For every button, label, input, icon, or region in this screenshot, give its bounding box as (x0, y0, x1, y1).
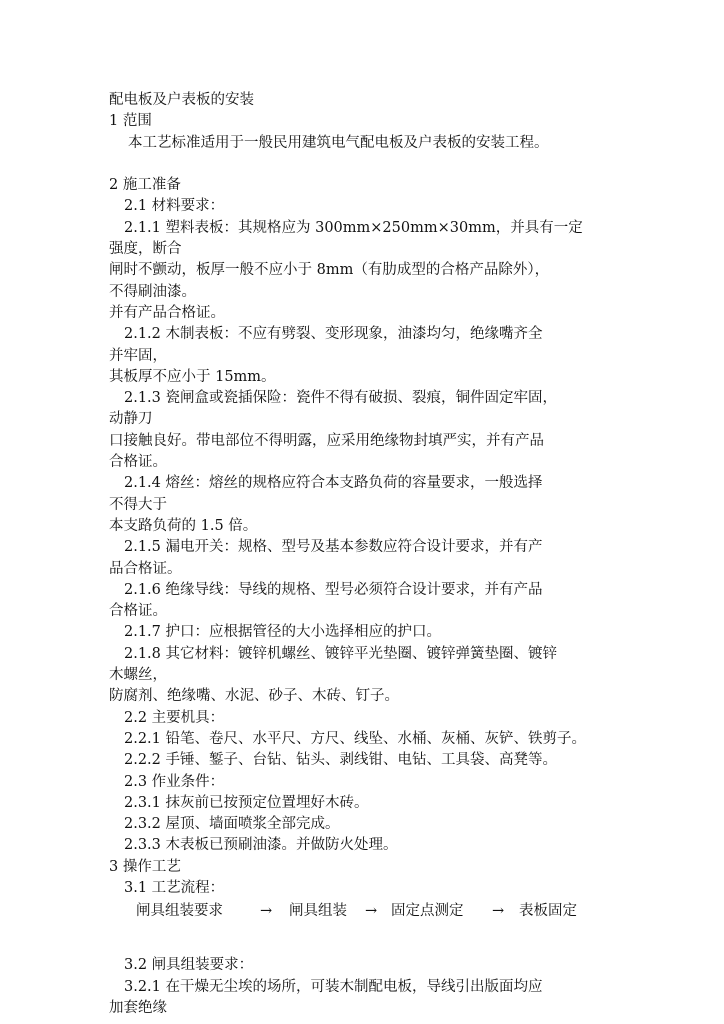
text-line: 不得大于 (109, 496, 167, 513)
text-line: 防腐剂、绝缘嘴、水泥、砂子、木砖、钉子。 (109, 688, 399, 705)
text-line: 2 施工准备 (109, 177, 181, 194)
text-line: 3.2.1 在干燥无尘埃的场所，可装木制配电板，导线引出版面均应 (124, 978, 543, 995)
text-line: 2.2.2 手锤、錾子、台钻、钻头、剥线钳、电钻、工具袋、高凳等。 (124, 752, 558, 769)
text-line: 2.3.3 木表板已预刷油漆。并做防火处理。 (124, 837, 398, 854)
blank-line (109, 154, 629, 175)
text-line: 2.1.3 瓷闸盒或瓷插保险：瓷件不得有破损、裂痕，铜件固定牢固， (124, 390, 558, 407)
document-page (109, 90, 629, 1019)
text-line: 2.2.1 铅笔、卷尺、水平尺、方尺、线坠、水桶、灰桶、灰铲、铁剪子。 (124, 730, 587, 747)
text-line: 2.3.2 屋顶、墙面喷浆全部完成。 (124, 816, 340, 833)
text-line: 3 操作工艺 (109, 858, 181, 875)
text-line: 合格证。 (109, 454, 167, 471)
text-line: 2.3.1 抹灰前已按预定位置埋好木砖。 (124, 794, 369, 811)
text-line: 2.1.4 熔丝：熔丝的规格应符合本支路负荷的容量要求，一般选择 (124, 475, 543, 492)
flow-step-4: 表板固定 (519, 903, 577, 920)
text-line: 强度，断合 (109, 241, 182, 258)
flow-arrow-2: → (365, 903, 378, 920)
text-line: 2.1 材料要求： (124, 198, 225, 215)
text-line: 3.2 闸具组装要求： (124, 957, 254, 974)
text-line: 动静刀 (109, 411, 153, 428)
text-line: 品合格证。 (109, 560, 182, 577)
text-line: 木螺丝， (109, 667, 167, 684)
text-line: 2.1.7 护口：应根据管径的大小选择相应的护口。 (124, 624, 442, 641)
text-line: 其板厚不应小于 15mm。 (109, 368, 276, 385)
flow-arrow-1: → (260, 903, 273, 920)
text-line: 配电板及户表板的安装 (109, 92, 254, 108)
text-line: 1 范围 (109, 113, 152, 130)
text-line: 并有产品合格证。 (109, 304, 225, 321)
text-line: 2.3 作业条件： (124, 773, 225, 790)
flow-step-3: 固定点测定 (391, 903, 464, 920)
text-line: 2.1.6 绝缘导线：导线的规格、型号必须符合设计要求，并有产品 (124, 581, 543, 598)
text-line: 加套绝缘 (109, 999, 167, 1016)
flow-step-2: 闸具组装 (289, 903, 347, 920)
text-line: 不得刷油漆。 (109, 283, 196, 300)
text-line: 2.1.2 木制表板：不应有劈裂、变形现象，油漆均匀，绝缘嘴齐全 (124, 326, 543, 343)
text-line: 合格证。 (109, 603, 167, 620)
text-line: 3.1 工艺流程： (124, 879, 225, 896)
text-line: 闸时不颤动，板厚一般不应小于 8mm（有肋成型的合格产品除外）， (109, 262, 550, 279)
text-line: 并牢固， (109, 347, 167, 364)
text-line: 2.1.5 漏电开关：规格、型号及基本参数应符合设计要求，并有产 (124, 539, 543, 556)
flow-arrow-3: → (492, 903, 505, 920)
text-line: 本支路负荷的 1.5 倍。 (109, 517, 258, 534)
document-body (109, 90, 629, 899)
text-line: 2.2 主要机具： (124, 709, 225, 726)
document-body-continued (109, 955, 629, 1019)
process-flow (109, 899, 629, 923)
flow-step-1: 闸具组装要求 (136, 903, 223, 920)
text-line: 本工艺标准适用于一般民用建筑电气配电板及户表板的安装工程。 (128, 134, 549, 151)
text-line: 2.1.1 塑料表板：其规格应为 300mm×250mm×30mm，并具有一定 (124, 219, 583, 236)
spacer (109, 923, 629, 955)
text-line: 口接触良好。带电部位不得明露，应采用绝缘物封填严实，并有产品 (109, 432, 544, 449)
text-line: 2.1.8 其它材料：镀锌机螺丝、镀锌平光垫圈、镀锌弹簧垫圈、镀锌 (124, 645, 558, 662)
